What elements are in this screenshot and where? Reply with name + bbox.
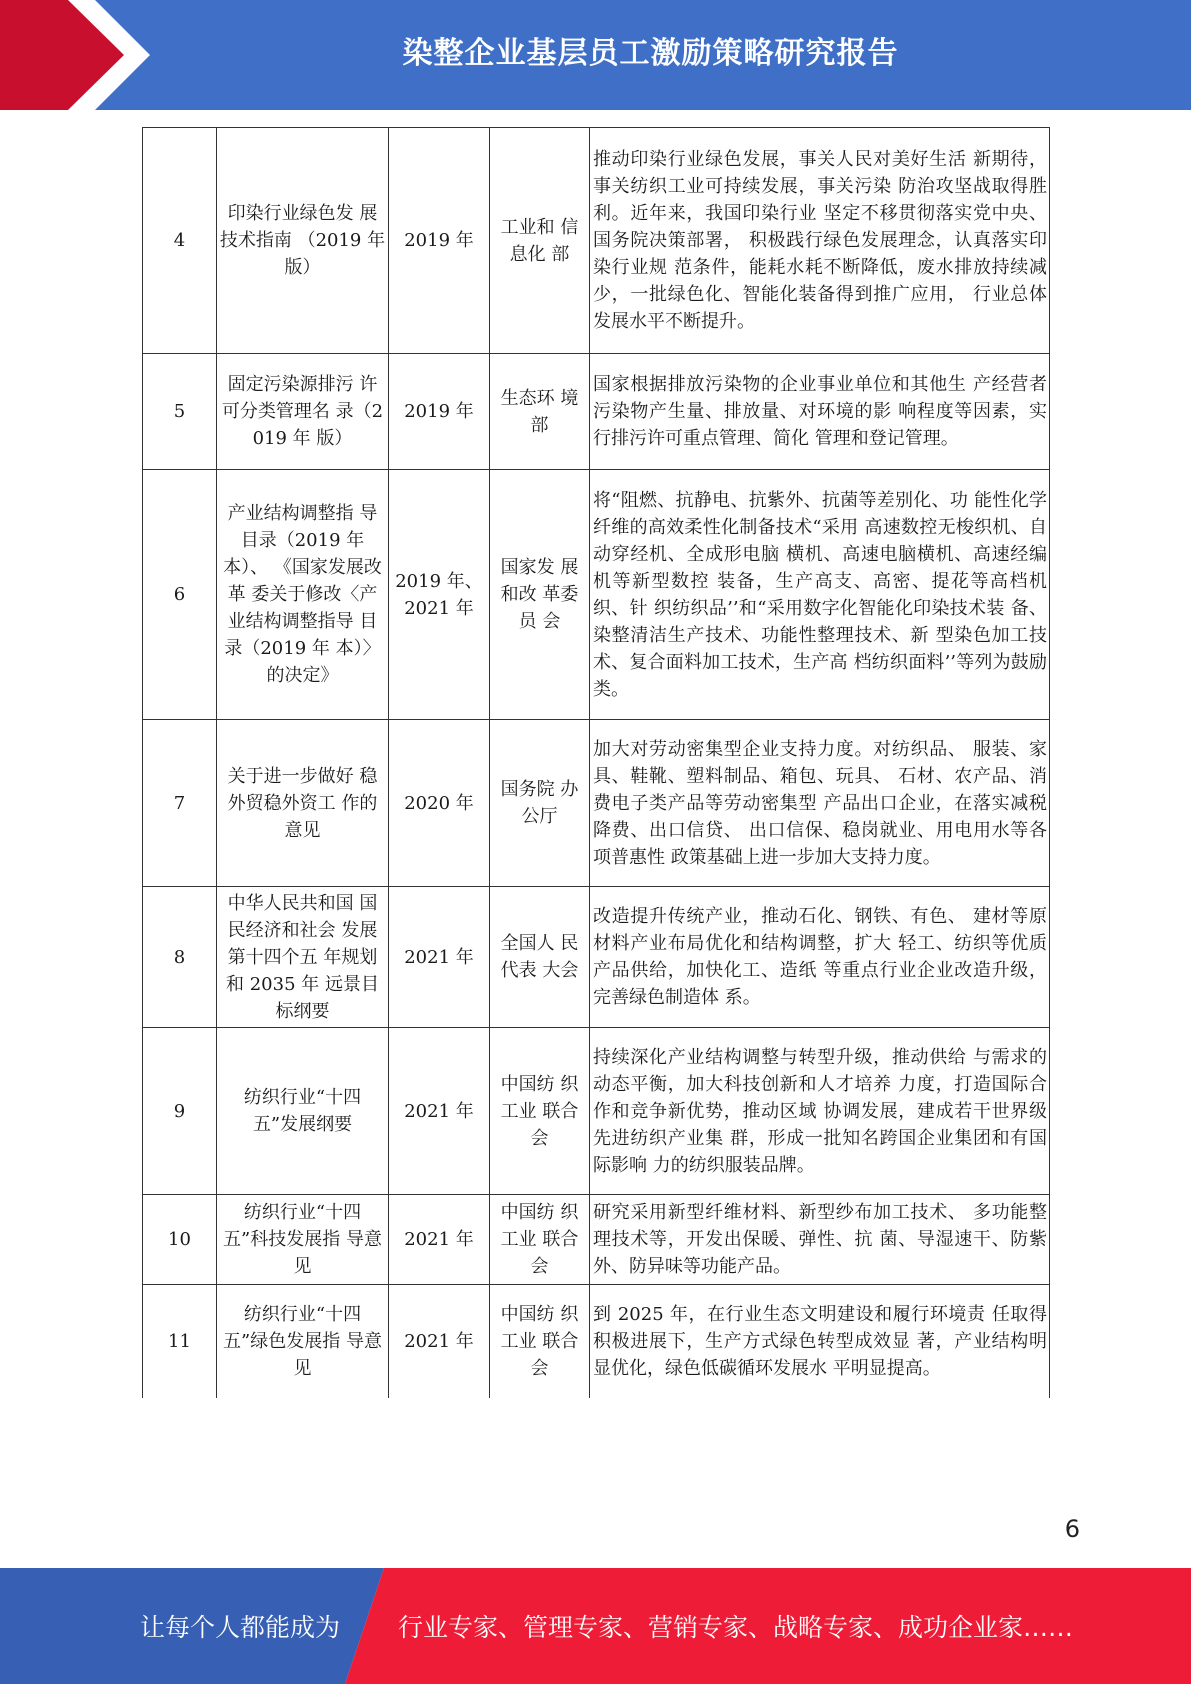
page-number: 6: [1064, 1515, 1080, 1543]
row-number: 7: [143, 720, 217, 887]
policy-year: 2021 年: [389, 1285, 490, 1398]
row-number: 5: [143, 354, 217, 470]
policy-description: 改造提升传统产业，推动石化、钢铁、有色、 建材等原材料产业布局优化和结构调整，扩大 轻工、纺织等优质产品供给，加快化工、造纸 等重点行业企业改造升级，完善绿色制造体 系。: [590, 887, 1050, 1028]
policy-description: 推动印染行业绿色发展，事关人民对美好生活 新期待，事关纺织工业可持续发展，事关污染 防治攻坚战取得胜利。近年来，我国印染行业 坚定不移贯彻落实党中央、国务院决策部署， 积极践行绿色发展理念，认真落实印染行业规 范条件，能耗水耗不断降低，废水排放持续减 少，一批绿色化、智能化装备得到推广应用， 行业总体发展水平不断提升。: [590, 128, 1050, 354]
row-number: 4: [143, 128, 217, 354]
row-number: 10: [143, 1195, 217, 1285]
policy-name: 关于进一步做好 稳外贸稳外资工 作的意见: [217, 720, 389, 887]
footer-slogan-right: 行业专家、管理专家、营销专家、战略专家、成功企业家……: [398, 1613, 1074, 1642]
issuing-org: 工业和 信息化 部: [490, 128, 590, 354]
table-row: [143, 1195, 1050, 1285]
policy-table-container: [142, 127, 1049, 1398]
policy-description: 国家根据排放污染物的企业事业单位和其他生 产经营者污染物产生量、排放量、对环境的影 响程度等因素，实行排污许可重点管理、简化 管理和登记管理。: [590, 354, 1050, 470]
row-number: 6: [143, 470, 217, 720]
row-number: 11: [143, 1285, 217, 1398]
document-title: [150, 0, 1191, 100]
table-row: [143, 354, 1050, 470]
policy-description: 持续深化产业结构调整与转型升级，推动供给 与需求的动态平衡，加大科技创新和人才培养 力度，打造国际合作和竞争新优势，推动区域 协调发展，建成若干世界级先进纺织产业集 群，形成一批知名跨国企业集团和有国际影响 力的纺织服装品牌。: [590, 1028, 1050, 1195]
policy-name: 纺织行业“十四 五”发展纲要: [217, 1028, 389, 1195]
table-row: [143, 128, 1050, 354]
policy-description: 研究采用新型纤维材料、新型纱布加工技术、 多功能整理技术等，开发出保暖、弹性、抗 菌、导湿速干、防紫外、防异味等功能产品。: [590, 1195, 1050, 1285]
table-row: [143, 1285, 1050, 1398]
issuing-org: 中国纺 织工业 联合会: [490, 1028, 590, 1195]
policy-year: 2019 年: [389, 128, 490, 354]
table-row: [143, 470, 1050, 720]
issuing-org: 国家发 展和改 革委员 会: [490, 470, 590, 720]
issuing-org: 中国纺 织工业 联合会: [490, 1285, 590, 1398]
policy-name: 纺织行业“十四 五”科技发展指 导意见: [217, 1195, 389, 1285]
policy-year: 2021 年: [389, 1195, 490, 1285]
policy-name: 中华人民共和国 国民经济和社会 发展第十四个五 年规划和 2035 年 远景目标纲要: [217, 887, 389, 1028]
policy-description: 将“阻燃、抗静电、抗紫外、抗菌等差别化、功 能性化学纤维的高效柔性化制备技术“采用 高速数控无梭织机、自动穿经机、全成形电脑 横机、高速电脑横机、高速经编机等新型数控 装备，生产高支、高密、提花等高档机织、针 织纺织品’’和“采用数字化智能化印染技术装 备、染整清洁生产技术、功能性整理技术、新 型染色加工技术、复合面料加工技术，生产高 档纺织面料’’等列为鼓励类。: [590, 470, 1050, 720]
policy-year: 2019 年、 2021 年: [389, 470, 490, 720]
document-title-text: 染整企业基层员工激励策略研究报告: [402, 36, 899, 71]
issuing-org: 国务院 办公厅: [490, 720, 590, 887]
row-number: 8: [143, 887, 217, 1028]
issuing-org: 生态环 境部: [490, 354, 590, 470]
issuing-org: 全国人 民代表 大会: [490, 887, 590, 1028]
table-row: [143, 1028, 1050, 1195]
policy-description: 到 2025 年，在行业生态文明建设和履行环境责 任取得积极进展下，生产方式绿色转型成效显 著，产业结构明显优化，绿色低碳循环发展水 平明显提高。: [590, 1285, 1050, 1398]
header-red-arrow-decoration: [0, 0, 150, 110]
policy-name: 印染行业绿色发 展技术指南 （2019 年版）: [217, 128, 389, 354]
policy-name: 固定污染源排污 许可分类管理名 录（2019 年 版）: [217, 354, 389, 470]
policy-table: [142, 127, 1050, 1398]
page-footer: [0, 1568, 1191, 1684]
issuing-org: 中国纺 织工业 联合会: [490, 1195, 590, 1285]
page-header: [0, 0, 1191, 110]
policy-description: 加大对劳动密集型企业支持力度。对纺织品、 服装、家具、鞋靴、塑料制品、箱包、玩具、 石材、农产品、消费电子类产品等劳动密集型 产品出口企业，在落实减税降费、出口信贷、 出口信保、稳岗就业、用电用水等各项普惠性 政策基础上进一步加大支持力度。: [590, 720, 1050, 887]
policy-year: 2019 年: [389, 354, 490, 470]
table-row: [143, 887, 1050, 1028]
policy-name: 产业结构调整指 导目录（2019 年 本）、 《国家发展改革 委关于修改〈产 业结构调整指导 目录（2019 年 本）〉的决定》: [217, 470, 389, 720]
policy-year: 2021 年: [389, 887, 490, 1028]
row-number: 9: [143, 1028, 217, 1195]
table-row: [143, 720, 1050, 887]
policy-year: 2021 年: [389, 1028, 490, 1195]
footer-slogan-left: 让每个人都能成为: [140, 1613, 341, 1642]
policy-year: 2020 年: [389, 720, 490, 887]
policy-name: 纺织行业“十四 五”绿色发展指 导意见: [217, 1285, 389, 1398]
